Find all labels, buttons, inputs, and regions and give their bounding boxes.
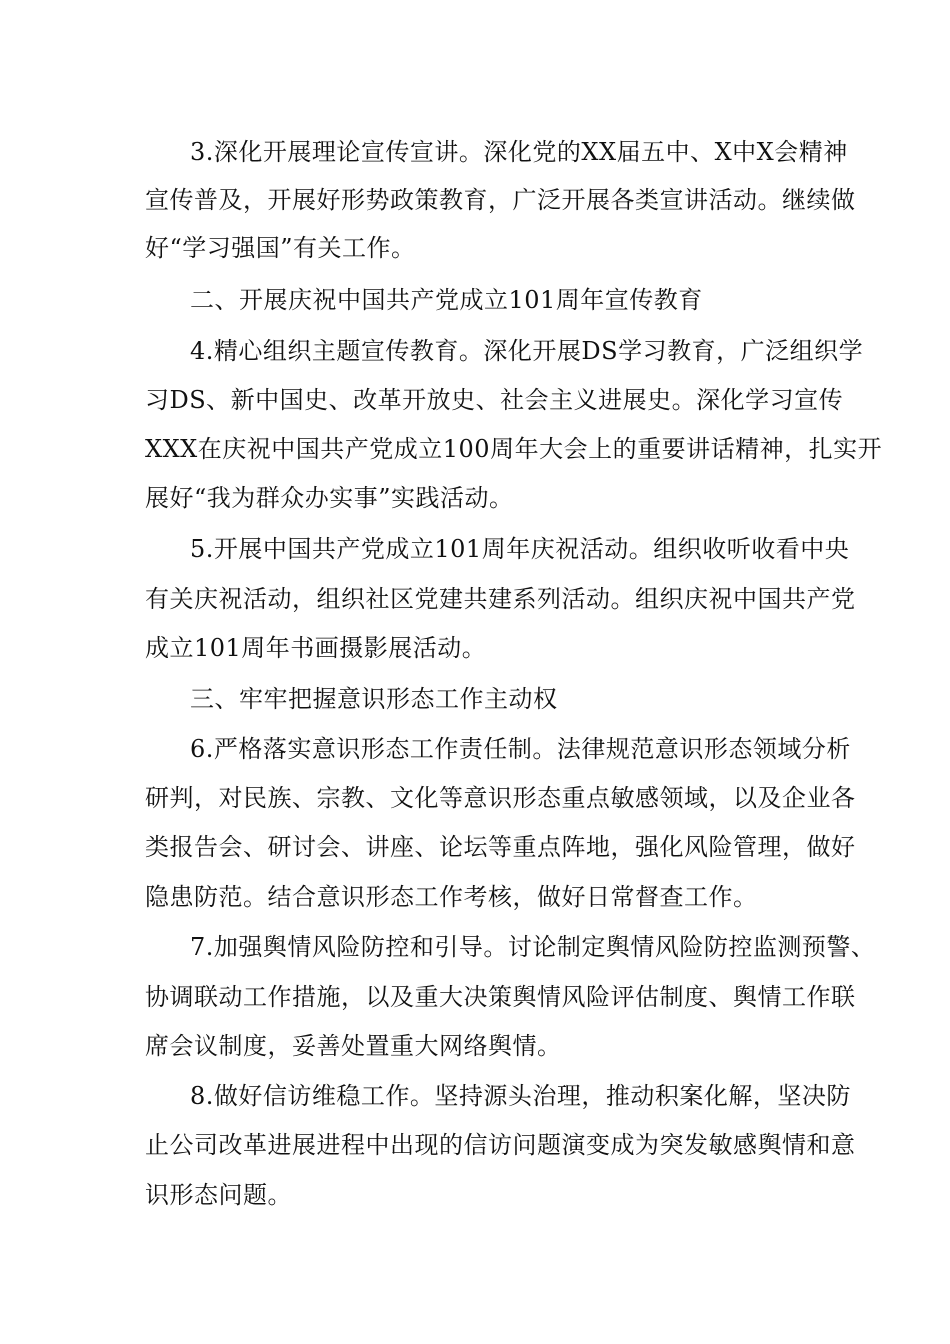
- para-4-line-3: XXX在庆祝中国共产党成立100周年大会上的重要讲话精神，扎实开: [145, 435, 883, 463]
- para-7-line-3: 席会议制度，妥善处置重大网络舆情。: [145, 1032, 562, 1060]
- para-8-line-2: 止公司改革进展进程中出现的信访问题演变成为突发敏感舆情和意: [145, 1131, 856, 1159]
- para-8-line-3: 识形态问题。: [145, 1181, 292, 1209]
- para-3-line-1: 3.深化开展理论宣传宣讲。深化党的XX届五中、X中X会精神: [190, 138, 848, 166]
- para-6-line-4: 隐患防范。结合意识形态工作考核，做好日常督查工作。: [145, 883, 758, 911]
- para-5-line-2: 有关庆祝活动，组织社区党建共建系列活动。组织庆祝中国共产党: [145, 585, 856, 613]
- para-6-line-3: 类报告会、研讨会、讲座、论坛等重点阵地，强化风险管理，做好: [145, 833, 856, 861]
- para-3-line-2: 宣传普及，开展好形势政策教育，广泛开展各类宣讲活动。继续做: [145, 186, 856, 214]
- para-7-line-2: 协调联动工作措施，以及重大决策舆情风险评估制度、舆情工作联: [145, 983, 856, 1011]
- para-4-line-1: 4.精心组织主题宣传教育。深化开展DS学习教育，广泛组织学: [190, 337, 864, 365]
- para-6-line-2: 研判，对民族、宗教、文化等意识形态重点敏感领域，以及企业各: [145, 784, 856, 812]
- para-3-line-3: 好“学习强国”有关工作。: [145, 234, 416, 262]
- para-7-line-1: 7.加强舆情风险防控和引导。讨论制定舆情风险防控监测预警、: [190, 933, 876, 961]
- para-8-line-1: 8.做好信访维稳工作。坚持源头治理，推动积案化解，坚决防: [190, 1082, 851, 1110]
- para-4-line-2: 习DS、新中国史、改革开放史、社会主义进展史。深化学习宣传: [145, 386, 844, 414]
- section-heading-3: 三、牢牢把握意识形态工作主动权: [190, 685, 558, 713]
- para-4-line-4: 展好“我为群众办实事”实践活动。: [145, 484, 514, 512]
- section-heading-2: 二、开展庆祝中国共产党成立101周年宣传教育: [190, 286, 703, 314]
- para-5-line-1: 5.开展中国共产党成立101周年庆祝活动。组织收听收看中央: [190, 535, 850, 563]
- para-6-line-1: 6.严格落实意识形态工作责任制。法律规范意识形态领域分析: [190, 735, 851, 763]
- para-5-line-3: 成立101周年书画摄影展活动。: [145, 634, 487, 662]
